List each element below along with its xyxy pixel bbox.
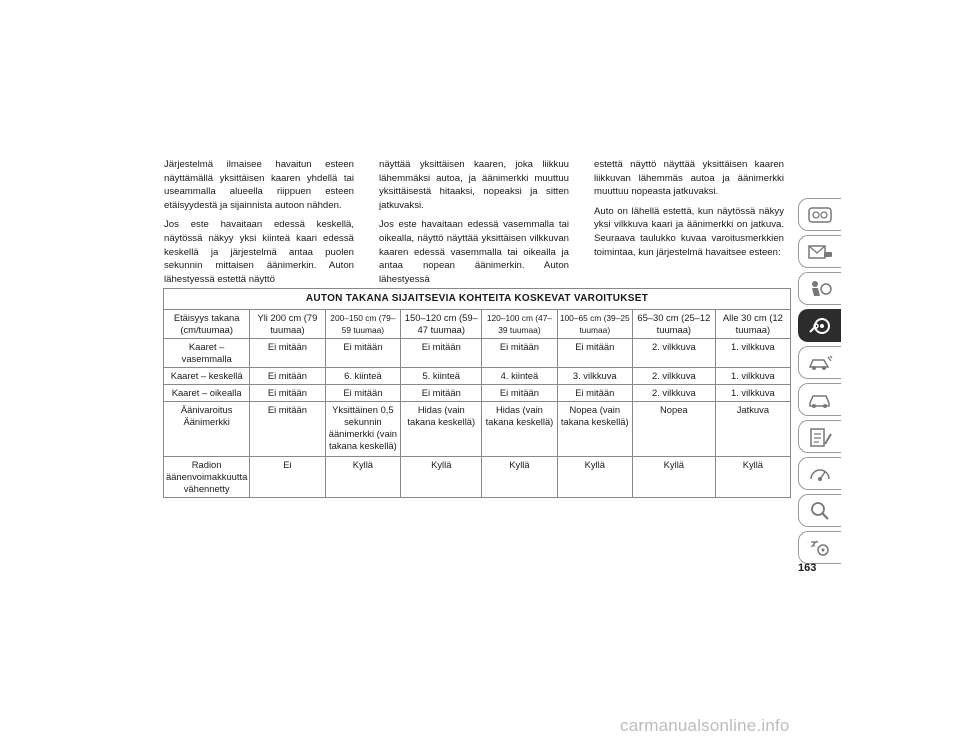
table-row <box>164 457 791 498</box>
table-cell: Ei mitään <box>482 385 557 402</box>
table-cell: Kyllä <box>632 457 715 498</box>
text-column-2 <box>379 158 569 292</box>
table-cell: 2. vilkkuva <box>632 368 715 385</box>
chapter-tab[interactable] <box>798 494 841 527</box>
table-row <box>164 402 791 457</box>
table-cell: Ei mitään <box>557 385 632 402</box>
airbag-person-icon <box>806 278 834 300</box>
chapter-tab[interactable] <box>798 272 841 305</box>
table-cell: 2. vilkkuva <box>632 385 715 402</box>
paragraph: Jos este havaitaan edessä keskellä, näytössä näkyy yksi kiinteä kaari edessä keskellä ja järjestelmä antaa puolen sekunnin mittaisen äänimerkin. Auton lähestyessä estettä näyttö <box>164 219 354 285</box>
gauge-settings-icon <box>806 463 834 485</box>
chapter-tab[interactable] <box>798 457 841 490</box>
text-column-3 <box>594 158 784 265</box>
table-title: AUTON TAKANA SIJAITSEVIA KOHTEITA KOSKEVAT VAROITUKSET <box>164 289 791 310</box>
table-row <box>164 339 791 368</box>
language-gear-icon <box>806 537 834 559</box>
table-cell: 4. kiinteä <box>482 368 557 385</box>
table-cell: Ei mitään <box>250 368 325 385</box>
envelope-car-icon <box>806 241 834 263</box>
car-service-icon <box>806 389 834 411</box>
table-cell: Hidas (vain takana keskellä) <box>482 402 557 457</box>
table-cell: Ei mitään <box>482 339 557 368</box>
text-column-1 <box>164 158 354 292</box>
table-cell: Ei mitään <box>250 385 325 402</box>
table-header-row <box>164 310 791 339</box>
table-cell: Nopea (vain takana keskellä) <box>557 402 632 457</box>
header-cell: 150–120 cm (59–47 tuumaa) <box>401 310 482 339</box>
table-cell: Ei <box>250 457 325 498</box>
chapter-tab[interactable] <box>798 383 841 416</box>
table-cell: Ei mitään <box>557 339 632 368</box>
table-cell: Ei mitään <box>325 385 401 402</box>
page-number: 163 <box>798 562 817 574</box>
table-cell: 1. vilkkuva <box>715 339 790 368</box>
paragraph: Auto on lähellä estettä, kun näytössä näkyy yksi vilkkuva kaari ja äänimerkki on jatkuva. Seuraava taulukko kuvaa varoitusmerkkien toimintaa, kun järjestelmä havaitsee esteen: <box>594 205 784 258</box>
table-cell: Kyllä <box>557 457 632 498</box>
table-cell: Kyllä <box>325 457 401 498</box>
watermark: carmanualsonline.info <box>620 716 790 735</box>
table-cell: 3. vilkkuva <box>557 368 632 385</box>
table-cell: Ei mitään <box>325 339 401 368</box>
table-cell: Ei mitään <box>401 385 482 402</box>
table-row <box>164 368 791 385</box>
steering-wheel-key-icon <box>806 315 834 337</box>
header-cell: Alle 30 cm (12 tuumaa) <box>715 310 790 339</box>
header-cell: 65–30 cm (25–12 tuumaa) <box>632 310 715 339</box>
paragraph: Järjestelmä ilmaisee havaitun esteen näyttämällä yksittäisen kaaren yhdellä tai useammalla alueella riippuen esteen etäisyydestä ja sijainnista autoon nähden. <box>164 159 354 211</box>
chapter-tab-active[interactable] <box>798 309 841 342</box>
table-cell: 5. kiinteä <box>401 368 482 385</box>
table-cell: Kyllä <box>401 457 482 498</box>
table-cell: Kyllä <box>482 457 557 498</box>
header-cell: 120–100 cm (47–39 tuumaa) <box>482 310 557 339</box>
table-cell: 6. kiinteä <box>325 368 401 385</box>
warning-table <box>163 288 791 498</box>
table-cell: Kyllä <box>715 457 790 498</box>
table-cell: Kaaret – keskellä <box>164 368 250 385</box>
table-cell: 2. vilkkuva <box>632 339 715 368</box>
chapter-tab[interactable] <box>798 235 841 268</box>
header-cell: Yli 200 cm (79 tuumaa) <box>250 310 325 339</box>
paragraph: Jos este havaitaan edessä vasemmalla tai oikealla, näyttö näyttää yksittäisen vilkkuvan kaaren edessä vasemmalla tai oikealla ja antaa nopean äänimerkin. Auton lähestyessä <box>379 219 569 285</box>
chapter-tab[interactable] <box>798 420 841 453</box>
table-cell: Hidas (vain takana keskellä) <box>401 402 482 457</box>
magnifier-icon <box>806 500 834 522</box>
table-cell: Kaaret – oikealla <box>164 385 250 402</box>
table-cell: 1. vilkkuva <box>715 385 790 402</box>
table-cell: Kaaret – vasemmalla <box>164 339 250 368</box>
table-cell: 1. vilkkuva <box>715 368 790 385</box>
table-row <box>164 385 791 402</box>
chapter-tab[interactable] <box>798 198 841 231</box>
chapter-tab[interactable] <box>798 346 841 379</box>
car-crash-icon <box>806 352 834 374</box>
table-cell: Nopea <box>632 402 715 457</box>
car-dashboard-icon <box>806 204 834 226</box>
header-cell: 200–150 cm (79–59 tuumaa) <box>325 310 401 339</box>
table-cell: Ei mitään <box>401 339 482 368</box>
table-cell: Yksittäinen 0,5 sekunnin äänimerkki (vain takana keskellä) <box>325 402 401 457</box>
chapter-tab[interactable] <box>798 531 841 564</box>
table-cell: Jatkuva <box>715 402 790 457</box>
paragraph: estettä näyttö näyttää yksittäisen kaaren liikkuvan lähemmäs autoa ja äänimerkki muuttuu nopeasta jatkuvaksi. <box>594 159 784 198</box>
table-cell: Ei mitään <box>250 402 325 457</box>
table-cell: Radion äänenvoimakkuutta vähennetty <box>164 457 250 498</box>
header-cell: Etäisyys takana (cm/tuumaa) <box>164 310 250 339</box>
paragraph: näyttää yksittäisen kaaren, joka liikkuu lähemmäksi autoa, ja äänimerkki muuttuu yksittäisestä hitaaksi, nopeaksi ja sitten jatkuvaksi. <box>379 159 569 211</box>
table-cell: Ei mitään <box>250 339 325 368</box>
header-cell: 100–65 cm (39–25 tuumaa) <box>557 310 632 339</box>
wrench-clipboard-icon <box>806 426 834 448</box>
table-cell: Äänivaroitus Äänimerkki <box>164 402 250 457</box>
chapter-tabs <box>798 198 842 568</box>
